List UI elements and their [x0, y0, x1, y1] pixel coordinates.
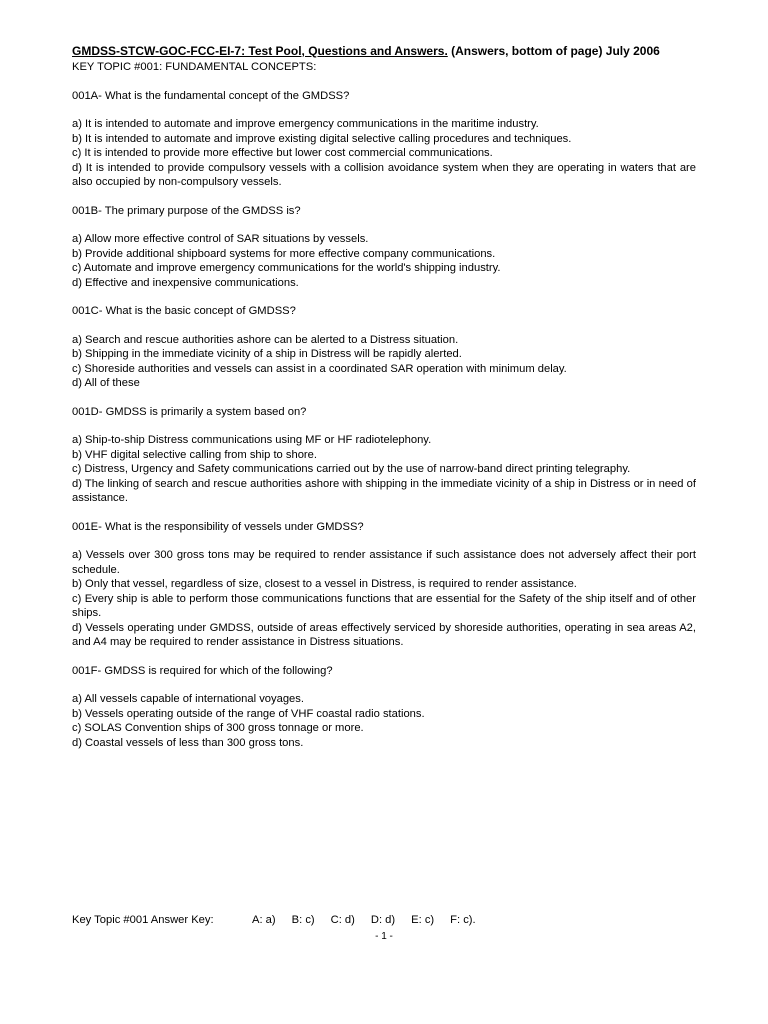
answer-option: d) Coastal vessels of less than 300 gross tons.	[72, 736, 304, 749]
question-text: 001A- What is the fundamental concept of the GMDSS?	[72, 89, 350, 102]
question-text: 001E- What is the responsibility of vessels under GMDSS?	[72, 520, 364, 533]
question-block	[72, 89, 696, 190]
answer-option: c) Every ship is able to perform those communications functions that are essential for the Safety of the ship itself and of other ships.	[72, 592, 696, 619]
answer-option: a) It is intended to automate and improve emergency communications in the maritime industry.	[72, 118, 539, 130]
question-block	[72, 664, 696, 751]
answer-option: a) Ship-to-ship Distress communications using MF or HF radiotelephony.	[72, 434, 432, 446]
answer-option: c) SOLAS Convention ships of 300 gross tonnage or more.	[72, 722, 364, 734]
answer-option: d) All of these	[72, 377, 140, 389]
answer-option: c) It is intended to provide more effective but lower cost commercial communications.	[72, 147, 493, 159]
answer-key	[72, 913, 492, 927]
document-subtitle: (Answers, bottom of page) July 2006	[447, 44, 660, 58]
question-text: 001C- What is the basic concept of GMDSS?	[72, 305, 296, 317]
answer-option: d) It is intended to provide compulsory vessels with a collision avoidance system when they are operating in waters that are also occupied by non-compulsory vessels.	[72, 161, 696, 188]
answer-option: a) Allow more effective control of SAR situations by vessels.	[72, 233, 369, 245]
question-text: 001B- The primary purpose of the GMDSS is?	[72, 204, 301, 217]
question-block	[72, 304, 696, 391]
document-page	[72, 44, 696, 764]
answer-key-item: A: a)	[252, 914, 276, 926]
answer-option: d) Effective and inexpensive communications.	[72, 276, 299, 289]
answer-option: a) Vessels over 300 gross tons may be required to render assistance if such assistance does not adversely affect their port schedule.	[72, 549, 696, 576]
question-text: 001D- GMDSS is primarily a system based on?	[72, 405, 307, 418]
answer-option: b) Only that vessel, regardless of size, closest to a vessel in Distress, is required to render assistance.	[72, 578, 577, 590]
answer-key-item: E: c)	[411, 914, 435, 926]
answer-key-items	[252, 913, 492, 927]
answer-option: c) Automate and improve emergency communications for the world's shipping industry.	[72, 262, 501, 274]
answer-option: b) Vessels operating outside of the range of VHF coastal radio stations.	[72, 707, 425, 720]
answer-key-item: B: c)	[291, 914, 315, 926]
question-list	[72, 89, 696, 751]
document-title: GMDSS-STCW-GOC-FCC-EI-7: Test Pool, Questions and Answers.	[72, 44, 448, 58]
answer-option: b) Provide additional shipboard systems for more effective company communications.	[72, 247, 496, 260]
key-topic-heading: KEY TOPIC #001: FUNDAMENTAL CONCEPTS:	[72, 61, 317, 73]
question-block	[72, 405, 696, 506]
question-text: 001F- GMDSS is required for which of the following?	[72, 664, 333, 677]
document-header	[72, 44, 696, 59]
answer-option: b) VHF digital selective calling from ship to shore.	[72, 448, 317, 461]
answer-option: d) The linking of search and rescue authorities ashore with shipping in the immediate vicinity of a ship in Distress or in need of assistance.	[72, 477, 696, 504]
answer-option: d) Vessels operating under GMDSS, outside of areas effectively serviced by shoreside authorities, operating in sea areas A2, and A4 may be required to render assistance in Distress situations.	[72, 621, 696, 648]
answer-option: c) Shoreside authorities and vessels can assist in a coordinated SAR operation with minimum delay.	[72, 362, 567, 375]
question-block	[72, 204, 696, 291]
answer-option: b) Shipping in the immediate vicinity of a ship in Distress will be rapidly alerted.	[72, 348, 462, 360]
answer-key-item: C: d)	[330, 914, 355, 926]
answer-option: a) All vessels capable of international voyages.	[72, 693, 304, 705]
question-block	[72, 520, 696, 650]
answer-option: b) It is intended to automate and improve existing digital selective calling procedures and techniques.	[72, 132, 572, 145]
answer-option: c) Distress, Urgency and Safety communications carried out by the use of narrow-band direct printing telegraphy.	[72, 463, 631, 475]
answer-key-label: Key Topic #001 Answer Key:	[72, 914, 214, 926]
answer-key-item: F: c).	[450, 914, 476, 926]
page-number: - 1 -	[375, 931, 393, 942]
answer-option: a) Search and rescue authorities ashore can be alerted to a Distress situation.	[72, 333, 459, 346]
answer-key-item: D: d)	[370, 914, 396, 926]
